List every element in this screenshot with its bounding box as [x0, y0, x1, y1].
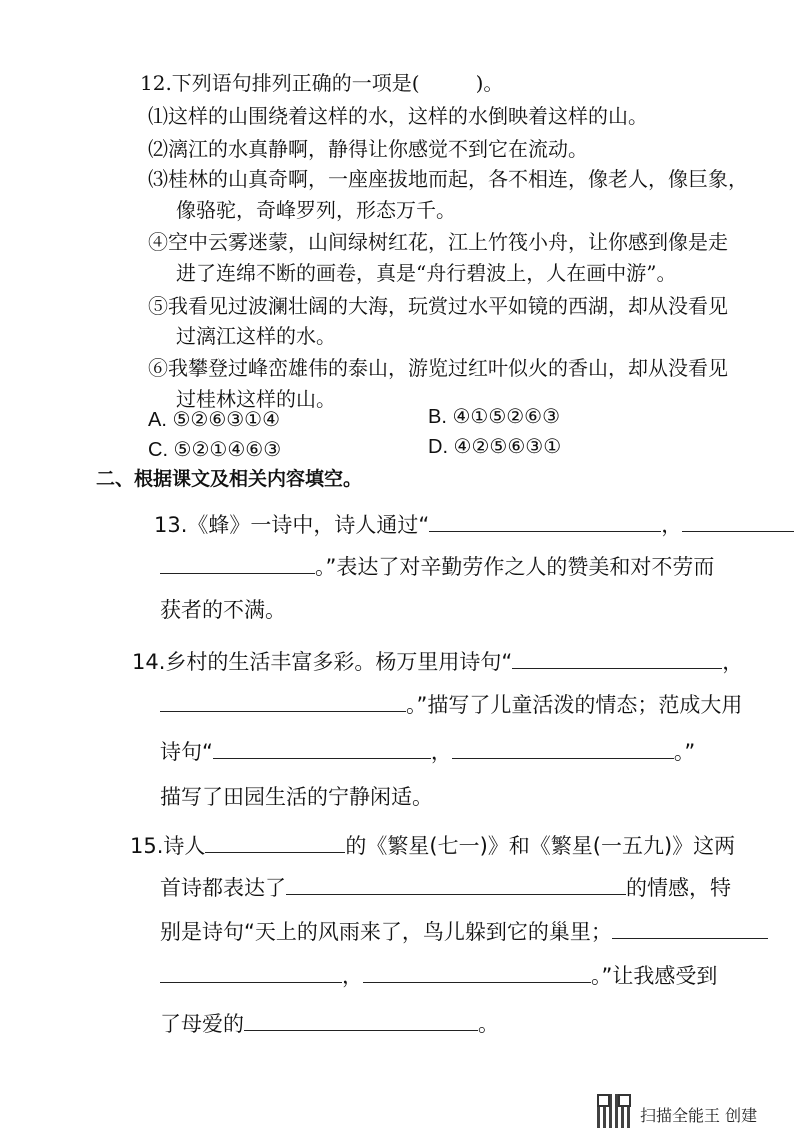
q15-blank-1[interactable]	[205, 834, 345, 853]
q15-comma: ，	[342, 964, 363, 988]
q13-comma: ，	[661, 513, 683, 537]
q12-sentence-3b: 像骆驼，奇峰罗列，形态万千。	[176, 198, 456, 222]
q15-text-5: 别是诗句“天上的风雨来了，鸟儿躲到它的巢里；	[160, 920, 612, 944]
q13-blank-1[interactable]	[429, 513, 661, 532]
q12-sentence-2: ⑵漓江的水真静啊，静得让你感觉不到它在流动。	[148, 137, 588, 161]
q15-text-4: 的情感，特	[626, 876, 731, 900]
q13-blank-3[interactable]	[160, 555, 315, 574]
qr-code-icon	[597, 1094, 631, 1128]
q14-blank-2[interactable]	[160, 693, 406, 712]
q13-line-3: 获者的不满。	[160, 598, 286, 622]
q14-line-3	[160, 740, 695, 763]
q15-text-1: 15.诗人	[130, 834, 206, 858]
q13-text-1: 13.《蜂》一诗中，诗人通过“	[154, 513, 430, 537]
q15-blank-2[interactable]	[286, 876, 626, 895]
q12-option-d[interactable]: D. ④②⑤⑥③①	[428, 436, 562, 458]
q12-sentence-3a: ⑶桂林的山真奇啊，一座座拔地而起，各不相连，像老人，像巨象，	[148, 167, 748, 191]
q14-comma-1: ，	[722, 650, 744, 674]
q12-sentence-5a: ⑤我看见过波澜壮阔的大海，玩赏过水平如镜的西湖，却从没看见	[148, 294, 728, 318]
q12-sentence-4b: 进了连绵不断的画卷，真是“舟行碧波上，人在画中游”。	[176, 261, 677, 285]
q14-blank-3[interactable]	[213, 740, 431, 759]
q14-text-2: 。”描写了儿童活泼的情态；范成大用	[406, 693, 743, 717]
q14-blank-4[interactable]	[452, 740, 674, 759]
q12-sentence-1: ⑴这样的山围绕着这样的水，这样的水倒映着这样的山。	[148, 104, 648, 128]
q13-blank-2[interactable]	[682, 513, 794, 532]
q14-comma-2: ，	[430, 740, 452, 764]
q14-blank-1[interactable]	[512, 650, 722, 669]
q15-line-1	[130, 834, 735, 857]
q15-line-4	[160, 964, 717, 987]
q14-text-1: 14.乡村的生活丰富多彩。杨万里用诗句“	[132, 650, 513, 674]
q14-line-4: 描写了田园生活的宁静闲适。	[160, 785, 433, 809]
q12-option-b[interactable]: B. ④①⑤②⑥③	[428, 406, 561, 428]
q12-stem-end: )。	[475, 71, 504, 95]
scanner-watermark: 扫描全能王 创建	[640, 1106, 758, 1125]
q15-text-2: 的《繁星(七一)》和《繁星(一五九)》这两	[345, 834, 736, 858]
q12-stem	[140, 73, 503, 93]
q15-blank-4[interactable]	[160, 964, 342, 983]
q15-blank-6[interactable]	[244, 1012, 478, 1031]
q15-text-7: 了母爱的	[160, 1012, 244, 1036]
q14-line-2	[160, 693, 742, 716]
q15-text-8: 。	[478, 1012, 499, 1036]
q12-sentence-6b: 过桂林这样的山。	[176, 387, 336, 411]
q15-blank-3[interactable]	[612, 920, 768, 939]
q12-sentence-5b: 过漓江这样的水。	[176, 324, 336, 348]
q15-line-2	[160, 876, 731, 899]
q13-text-2: 。”表达了对辛勤劳作之人的赞美和对不劳而	[315, 555, 715, 579]
q15-text-3: 首诗都表达了	[160, 876, 286, 900]
q12-sentence-4a: ④空中云雾迷蒙，山间绿树红花，江上竹筏小舟，让你感到像是走	[148, 230, 728, 254]
q14-line-1	[132, 650, 743, 673]
q13-line-1	[154, 513, 794, 536]
q12-option-a[interactable]: A. ⑤②⑥③①④	[148, 409, 281, 431]
q14-text-4: 。”	[673, 740, 696, 764]
q12-option-c[interactable]: C. ⑤②①④⑥③	[148, 439, 282, 461]
q15-line-5	[160, 1012, 499, 1035]
q13-line-2	[160, 555, 714, 578]
q12-sentence-6a: ⑥我攀登过峰峦雄伟的泰山，游览过红叶似火的香山，却从没看见	[148, 356, 728, 380]
q15-text-6: 。”让我感受到	[591, 964, 718, 988]
q15-blank-5[interactable]	[363, 964, 591, 983]
q14-text-3: 诗句“	[160, 740, 213, 764]
q12-stem-text: 12.下列语句排列正确的一项是(	[140, 71, 420, 95]
section-2-title: 二、根据课文及相关内容填空。	[96, 468, 363, 490]
q15-line-3	[160, 920, 768, 943]
